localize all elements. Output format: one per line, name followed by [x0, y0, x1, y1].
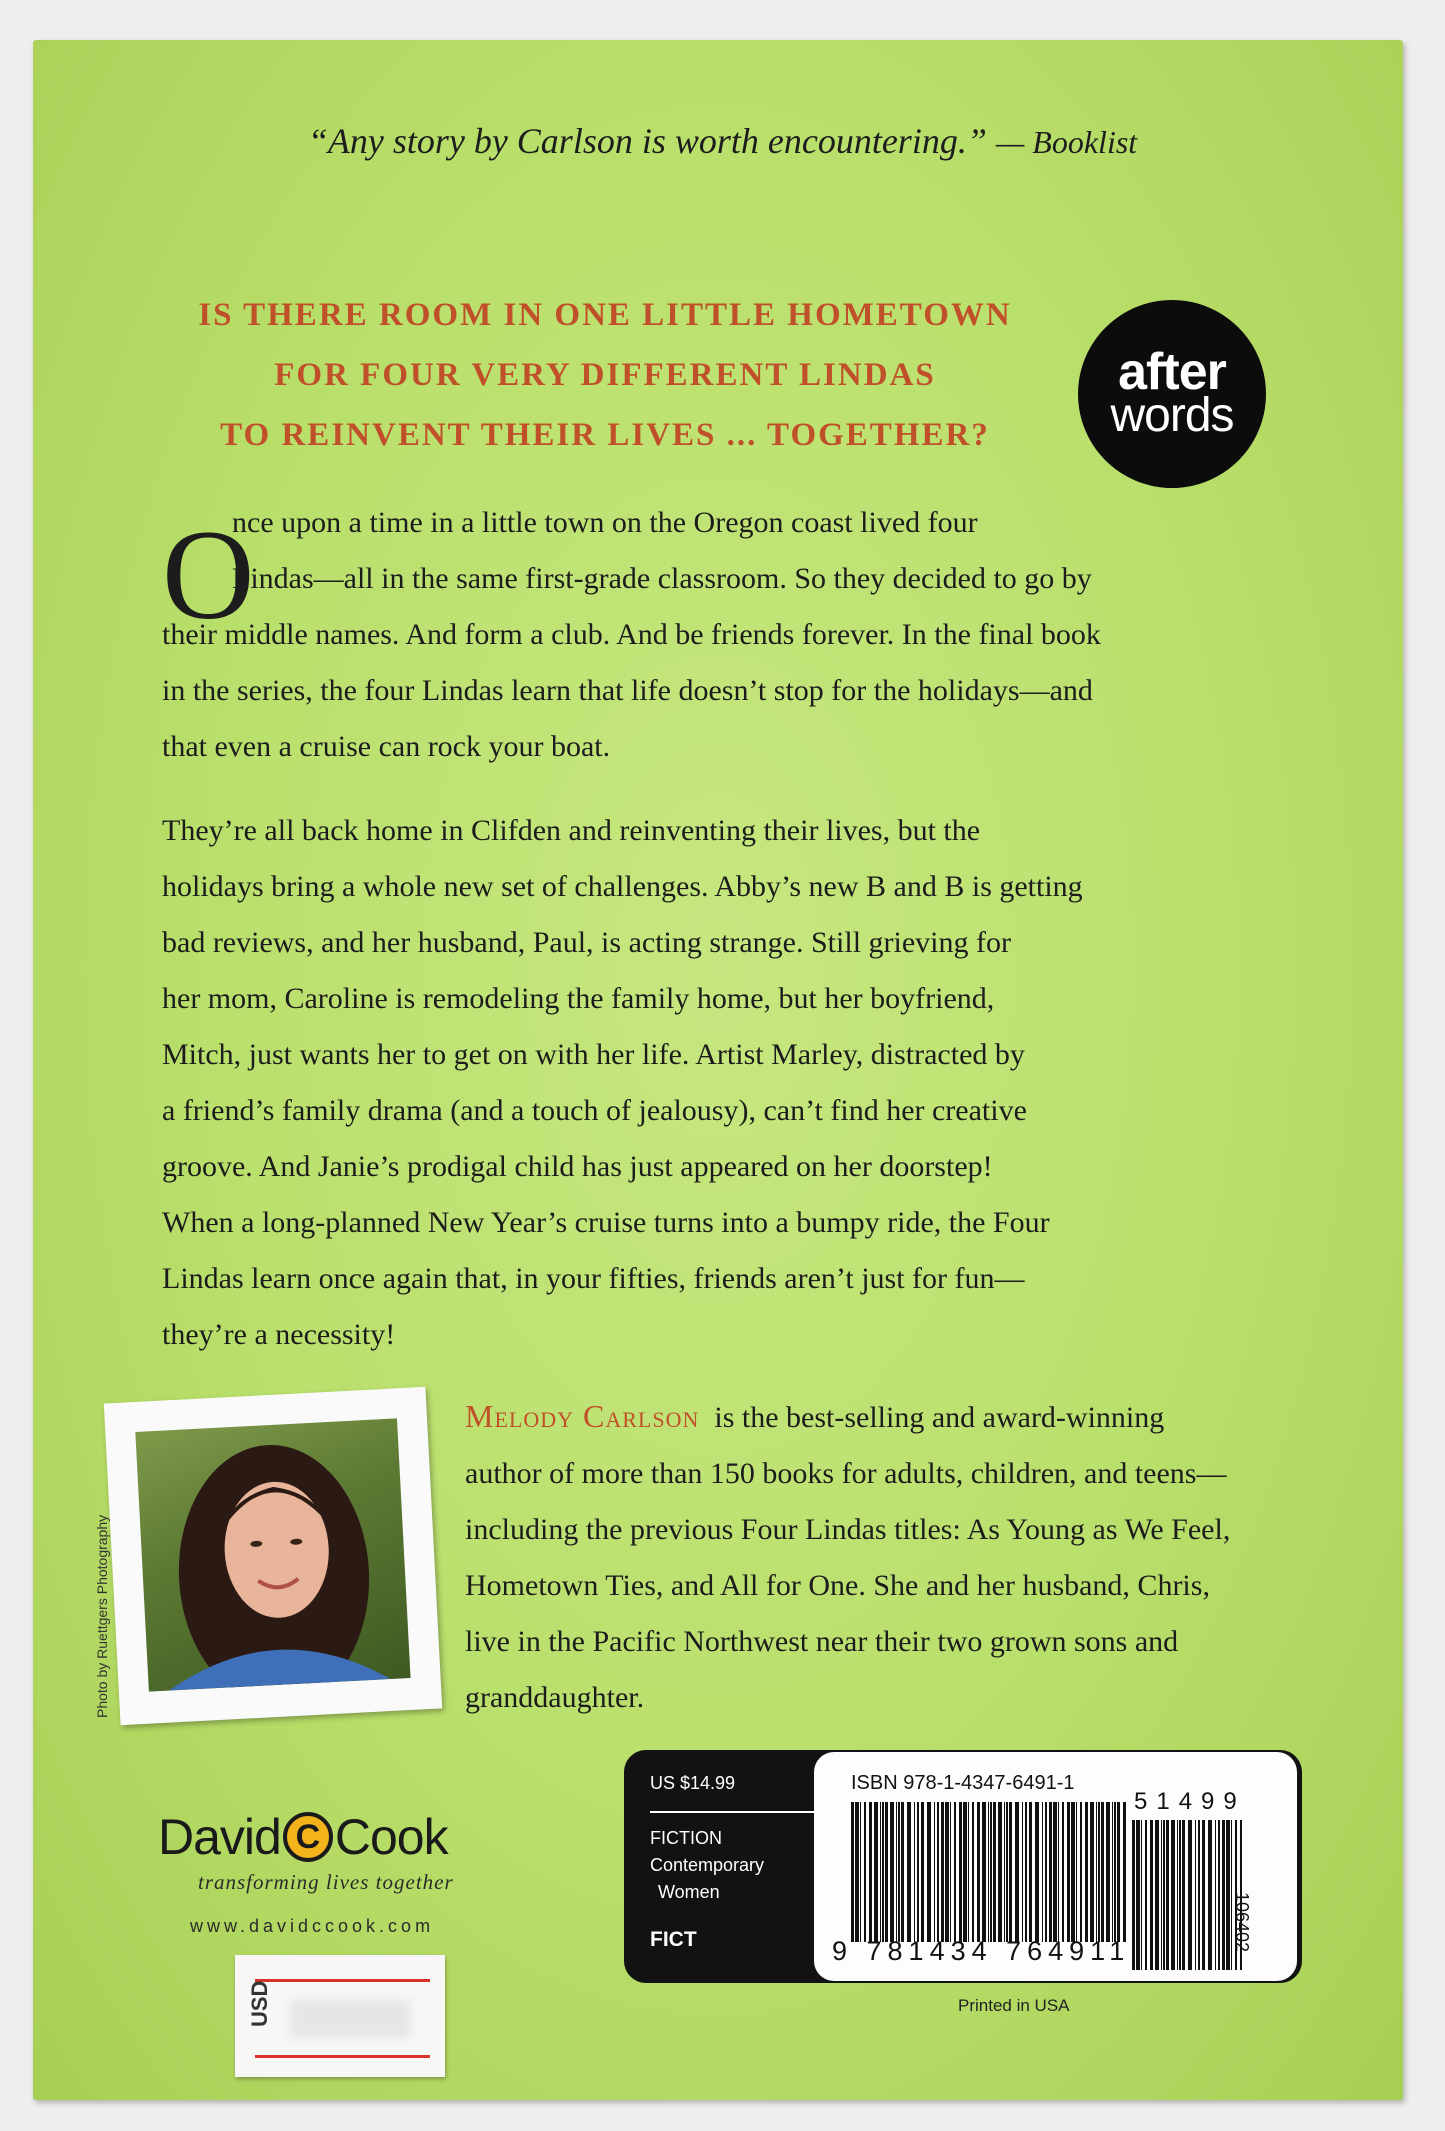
- afterwords-badge: [1078, 300, 1266, 488]
- publisher-tagline: transforming lives together: [198, 1870, 454, 1894]
- barcode-stripe: [959, 1802, 962, 1942]
- review-quote: [0, 120, 1445, 162]
- barcode-stripe: [921, 1802, 924, 1942]
- barcode-stripe: [864, 1802, 866, 1942]
- author-photo: [104, 1387, 442, 1725]
- barcode-stripe: [1029, 1802, 1032, 1942]
- drop-cap: O: [162, 504, 255, 646]
- price-barcode: [1132, 1820, 1242, 1970]
- sticker-obscured-price: [290, 2000, 410, 2038]
- barcode-info: [650, 1770, 815, 1906]
- barcode-stripe: [901, 1802, 904, 1942]
- barcode-stripe: [1155, 1820, 1159, 1970]
- barcode-stripe: [1067, 1802, 1070, 1942]
- barcode-stripe: [1098, 1802, 1100, 1942]
- barcode-stripe: [1218, 1820, 1220, 1970]
- barcode-stripe: [1195, 1820, 1196, 1970]
- barcode-stripe: [1150, 1820, 1153, 1970]
- paragraph-line: Lindas learn once again that, in your fifties, friends aren’t just for fun—: [162, 1262, 1025, 1295]
- headline: [140, 285, 1070, 465]
- barcode-stripe: [927, 1802, 931, 1942]
- barcode-stripe: [990, 1802, 992, 1942]
- barcode-stripe: [880, 1802, 881, 1942]
- barcode-stripe: [1009, 1802, 1012, 1942]
- barcode-stripe: [1208, 1820, 1212, 1970]
- barcode-stripe: [1141, 1820, 1142, 1970]
- isbn-barcode: [851, 1802, 1126, 1942]
- barcode-stripe: [1226, 1820, 1230, 1970]
- author-portrait: [135, 1418, 410, 1691]
- barcode-stripe: [1090, 1802, 1094, 1942]
- barcode-stripe: [1076, 1802, 1077, 1942]
- barcode-stripe: [1058, 1802, 1059, 1942]
- bio-line-rest: is the best-selling and award-winning: [714, 1401, 1165, 1434]
- intro-paragraph: [162, 495, 1297, 775]
- barcode-stripe: [898, 1802, 900, 1942]
- barcode-stripe: [1006, 1802, 1008, 1942]
- price-label: US $14.99: [650, 1773, 736, 1793]
- paragraph-line: they’re a necessity!: [162, 1318, 396, 1351]
- bio-line: [465, 1388, 1305, 1446]
- barcode-stripe: [1177, 1820, 1178, 1970]
- badge-line2: words: [1110, 389, 1234, 442]
- divider: [650, 1811, 815, 1813]
- barcode-stripe: [1025, 1802, 1027, 1942]
- barcode-stripe: [1123, 1802, 1126, 1942]
- bio-line: live in the Pacific Northwest near their two grown sons and: [465, 1625, 1179, 1658]
- body-paragraph: [162, 803, 1297, 1363]
- barcode-stripe: [1004, 1802, 1005, 1942]
- barcode-stripe: [855, 1802, 859, 1942]
- bio-line: Hometown Ties, and All for One. She and her husband, Chris,: [465, 1569, 1210, 1602]
- barcode-stripe: [907, 1802, 911, 1942]
- category-code: FICT: [650, 1928, 697, 1951]
- side-code: 106402: [1232, 1892, 1252, 1953]
- sticker-red-line: [255, 1979, 430, 1982]
- barcode-stripe: [977, 1802, 980, 1942]
- printed-in: Printed in USA: [958, 1996, 1070, 2015]
- copyright-c-icon: C: [283, 1812, 333, 1862]
- barcode-stripe: [1132, 1820, 1135, 1970]
- barcode-stripe: [1096, 1802, 1097, 1942]
- barcode-stripe: [1101, 1802, 1104, 1942]
- barcode-stripe: [1022, 1802, 1023, 1942]
- barcode-number: 9 781434 764911: [832, 1936, 1131, 1966]
- barcode-stripe: [860, 1802, 861, 1942]
- barcode-stripe: [998, 1802, 1002, 1942]
- barcode-stripe: [954, 1802, 956, 1942]
- sticker-currency: USD: [247, 1980, 272, 2027]
- barcode-stripe: [851, 1802, 854, 1942]
- paragraph-line: their middle names. And form a club. And be friends forever. In the final book: [162, 618, 1101, 651]
- publisher-logo: [158, 1808, 448, 1866]
- barcode-stripe: [1202, 1820, 1205, 1970]
- sticker-red-line: [255, 2055, 430, 2058]
- paragraph-line: that even a cruise can rock your boat.: [162, 730, 611, 763]
- paragraph-line: When a long-planned New Year’s cruise turns into a bumpy ride, the Four: [162, 1206, 1050, 1239]
- category-line: Contemporary: [650, 1855, 765, 1875]
- barcode-panel: [814, 1752, 1297, 1981]
- bio-line: granddaughter.: [465, 1681, 645, 1714]
- headline-line: TO REINVENT THEIR LIVES ... TOGETHER?: [220, 417, 990, 453]
- barcode-stripe: [1215, 1820, 1216, 1970]
- barcode-stripe: [869, 1802, 872, 1942]
- barcode-stripe: [896, 1802, 897, 1942]
- bio-line: author of more than 150 books for adults, children, and teens—: [465, 1457, 1227, 1490]
- barcode-stripe: [982, 1802, 986, 1942]
- publisher-name-left: David: [158, 1809, 281, 1865]
- barcode-stripe: [1161, 1820, 1162, 1970]
- barcode-stripe: [1049, 1802, 1052, 1942]
- barcode-stripe: [1163, 1820, 1165, 1970]
- barcode-stripe: [1035, 1802, 1039, 1942]
- barcode-stripe: [1179, 1820, 1181, 1970]
- barcode-stripe: [1080, 1802, 1082, 1942]
- barcode-stripe: [882, 1802, 884, 1942]
- barcode-stripe: [1114, 1802, 1116, 1942]
- headline-line: IS THERE ROOM IN ONE LITTLE HOMETOWN: [198, 297, 1012, 333]
- barcode-stripe: [917, 1802, 919, 1942]
- paragraph-line: They’re all back home in Clifden and reinventing their lives, but the: [162, 814, 981, 847]
- paragraph-line: holidays bring a whole new set of challenges. Abby’s new B and B is getting: [162, 870, 1083, 903]
- barcode-stripe: [1166, 1820, 1169, 1970]
- category-line: FICTION: [650, 1828, 722, 1848]
- barcode-block: [624, 1750, 1302, 1983]
- author-bio: [465, 1388, 1305, 1726]
- barcode-stripe: [950, 1802, 951, 1942]
- paragraph-line: a friend’s family drama (and a touch of jealousy), can’t find her creative: [162, 1094, 1027, 1127]
- barcode-stripe: [1198, 1820, 1200, 1970]
- author-name: Melody Carlson: [465, 1398, 700, 1434]
- publisher-website: www.davidccook.com: [190, 1916, 435, 1936]
- barcode-stripe: [1182, 1820, 1185, 1970]
- barcode-stripe: [941, 1802, 944, 1942]
- barcode-stripe: [1085, 1802, 1088, 1942]
- paragraph-line: in the series, the four Lindas learn that life doesn’t stop for the holidays—and: [162, 674, 1093, 707]
- paragraph-line: bad reviews, and her husband, Paul, is acting strange. Still grieving for: [162, 926, 1011, 959]
- barcode-stripe: [1053, 1802, 1057, 1942]
- barcode-stripe: [1222, 1820, 1225, 1970]
- publisher-name-right: Cook: [334, 1809, 448, 1865]
- paragraph-line: her mom, Caroline is remodeling the family home, but her boyfriend,: [162, 982, 995, 1015]
- barcode-stripe: [874, 1802, 878, 1942]
- barcode-stripe: [1071, 1802, 1075, 1942]
- quote-text: “Any story by Carlson is worth encountering.”: [307, 121, 987, 161]
- barcode-stripe: [972, 1802, 974, 1942]
- paragraph-line: Mitch, just wants her to get on with her life. Artist Marley, distracted by: [162, 1038, 1025, 1071]
- barcode-stripe: [1188, 1820, 1192, 1970]
- barcode-stripe: [914, 1802, 915, 1942]
- badge-line1: after: [1118, 343, 1226, 401]
- barcode-stripe: [885, 1802, 888, 1942]
- barcode-stripe: [934, 1802, 935, 1942]
- barcode-stripe: [1062, 1802, 1064, 1942]
- barcode-stripe: [1145, 1820, 1147, 1970]
- category-line: Women: [658, 1882, 720, 1902]
- barcode-stripe: [1117, 1802, 1120, 1942]
- barcode-stripe: [890, 1802, 894, 1942]
- barcode-stripe: [1171, 1820, 1175, 1970]
- price-sticker: [235, 1955, 445, 2077]
- paragraph-line: groove. And Janie’s prodigal child has just appeared on her doorstep!: [162, 1150, 993, 1183]
- barcode-stripe: [968, 1802, 969, 1942]
- paragraph-line: Lindas—all in the same first-grade classroom. So they decided to go by: [232, 562, 1092, 595]
- barcode-stripe: [988, 1802, 989, 1942]
- barcode-stripe: [1136, 1820, 1140, 1970]
- paragraph-line: nce upon a time in a little town on the Oregon coast lived four: [232, 506, 978, 539]
- barcode-stripe: [1106, 1802, 1110, 1942]
- barcode-stripe: [963, 1802, 967, 1942]
- barcode-stripe: [945, 1802, 949, 1942]
- barcode-stripe: [1045, 1802, 1047, 1942]
- quote-source: — Booklist: [995, 124, 1138, 160]
- barcode-stripe: [937, 1802, 939, 1942]
- bio-line: including the previous Four Lindas titles: As Young as We Feel,: [465, 1513, 1231, 1546]
- barcode-stripe: [1112, 1802, 1113, 1942]
- barcode-stripe: [1015, 1802, 1019, 1942]
- headline-line: FOR FOUR VERY DIFFERENT LINDAS: [274, 357, 936, 393]
- price-code: 51499: [1134, 1788, 1246, 1815]
- photo-credit: Photo by Ruettgers Photography: [94, 1514, 110, 1718]
- barcode-stripe: [993, 1802, 996, 1942]
- barcode-stripe: [1042, 1802, 1043, 1942]
- isbn-label: ISBN 978-1-4347-6491-1: [851, 1772, 1075, 1794]
